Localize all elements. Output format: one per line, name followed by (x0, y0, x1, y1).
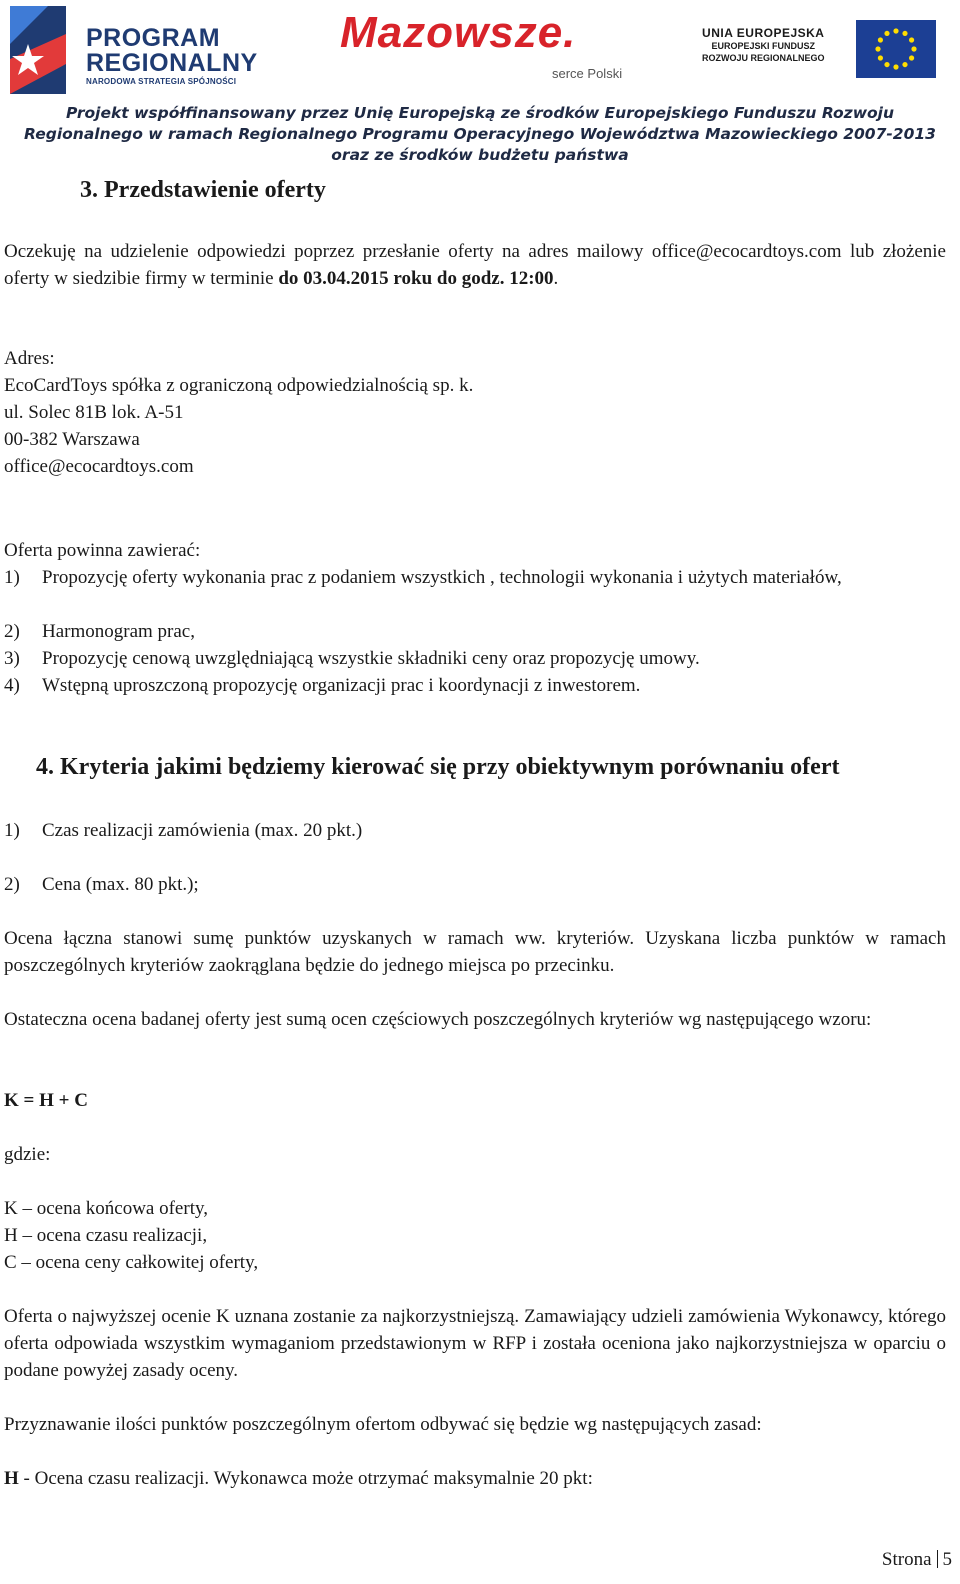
eu-star (884, 31, 889, 36)
eu-line2: EUROPEJSKI FUNDUSZ (711, 41, 816, 51)
list-item-text: Cena (max. 80 pkt.); (42, 874, 199, 895)
cofinancing-line2: Regionalnego w ramach Regionalnego Programu Operacyjnego Województwa Mazowieckiego 2007-2013 (24, 125, 936, 143)
formula: K = H + C (4, 1090, 88, 1111)
address-street: ul. Solec 81B lok. A-51 (4, 402, 184, 423)
address-block (4, 345, 946, 480)
h-description: - Ocena czasu realizacji. Wykonawca może otrzymać maksymalnie 20 pkt: (18, 1468, 593, 1489)
list-item (4, 817, 946, 844)
program-line1: PROGRAM (86, 24, 221, 52)
list-item-text: Propozycję oferty wykonania prac z podaniem wszystkich , technologii wykonania i użytych materiałów, (42, 567, 842, 588)
list-item (4, 564, 946, 591)
address-company: EcoCardToys spółka z ograniczoną odpowiedzialnością sp. k. (4, 375, 474, 396)
list-item (4, 618, 946, 645)
cofinancing-line1: Projekt współfinansowany przez Unię Europejską ze środków Europejskiego Funduszu Rozwoju (65, 104, 895, 122)
address-email: office@ecocardtoys.com (4, 456, 194, 477)
list-item-text: Wstępną uproszczoną propozycję organizacji prac i koordynacji z inwestorem. (42, 675, 641, 696)
list-item-text: Harmonogram prac, (42, 621, 195, 642)
eu-star (893, 28, 898, 33)
eu-line1: UNIA EUROPEJSKA (702, 26, 825, 40)
eu-star (902, 62, 907, 67)
eu-star (911, 46, 916, 51)
list-item-number: 4) (4, 675, 20, 696)
cofinancing-line3: oraz ze środków budżetu państwa (331, 146, 629, 164)
program-line2: REGIONALNY (86, 49, 258, 77)
paragraph: Oferta o najwyższej ocenie K uznana zostanie za najkorzystniejszą. Zamawiający udzieli zamówienia Wykonawcy, którego oferta odpowiada wszystkim wymaganiom przedstawionym w RFP i została oceniona jako najkorzystniejsza w oparciu o podane powyżej zasady oceny. (4, 1306, 946, 1381)
intro-end: . (553, 268, 559, 289)
definition-k: K – ocena końcowa oferty, (4, 1198, 208, 1219)
eu-flag-icon (856, 20, 936, 78)
intro-text: Oczekuję na udzielenie odpowiedzi poprzez przesłanie oferty na adres mailowy office@ecocardtoys.com lub złożenie oferty w siedzibie firmy w terminie (4, 241, 946, 289)
eu-star (909, 37, 914, 42)
definition-h: H – ocena czasu realizacji, (4, 1225, 208, 1246)
section3-heading: 3. Przedstawienie oferty (80, 177, 326, 203)
eu-star (884, 62, 889, 67)
paragraph: Ostateczna ocena badanej oferty jest sumą ocen częściowych poszczególnych kryteriów wg następującego wzoru: (4, 1009, 872, 1030)
program-line3: NARODOWA STRATEGIA SPÓJNOŚCI (86, 77, 237, 86)
where-label: gdzie: (4, 1144, 51, 1165)
mazowsze-logo (340, 8, 650, 93)
list-item-number: 3) (4, 648, 20, 669)
mazowsze-title: Mazowsze. (340, 8, 577, 57)
footer-separator (937, 1550, 938, 1568)
program-regionalny-logo (8, 4, 298, 96)
section4-heading: 4. Kryteria jakimi będziemy kierować się przy obiektywnym porównaniu ofert (36, 754, 840, 780)
h-letter: H (4, 1468, 19, 1489)
offer-intro: Oferta powinna zawierać: (4, 540, 201, 561)
list-item (4, 871, 946, 898)
eu-star (893, 64, 898, 69)
list-item-number: 2) (4, 621, 20, 642)
list-item-text: Czas realizacji zamówienia (max. 20 pkt.) (42, 820, 363, 841)
definitions (4, 1195, 946, 1276)
list-item (4, 645, 946, 672)
paragraph: Ocena łączna stanowi sumę punktów uzyskanych w ramach ww. kryteriów. Uzyskana liczba punktów w ramach poszczególnych kryteriów zaokrąglana będzie do jednego miejsca po przecinku. (4, 928, 946, 976)
definition-c: C – ocena ceny całkowitej oferty, (4, 1252, 259, 1273)
eu-star (878, 55, 883, 60)
paragraph (4, 1465, 946, 1492)
eu-logo (690, 14, 950, 84)
list-item-number: 2) (4, 874, 20, 895)
page-number: 5 (942, 1549, 952, 1570)
list-item-number: 1) (4, 820, 20, 841)
page-footer (882, 1546, 952, 1573)
eu-star (878, 37, 883, 42)
mazowsze-subtitle: serce Polski (552, 66, 623, 81)
eu-star (902, 31, 907, 36)
intro-deadline: do 03.04.2015 roku do godz. 12:00 (278, 268, 554, 289)
address-city: 00-382 Warszawa (4, 429, 140, 450)
paragraph: Przyznawanie ilości punktów poszczególnym ofertom odbywać się będzie wg następujących zasad: (4, 1414, 762, 1435)
address-label: Adres: (4, 348, 55, 369)
program-regionalny-flag-icon (8, 4, 78, 96)
header-logos (0, 0, 960, 100)
eu-line3: ROZWOJU REGIONALNEGO (702, 53, 825, 63)
list-item-text: Propozycję cenową uwzględniającą wszystkie składniki ceny oraz propozycję umowy. (42, 648, 700, 669)
cofinancing-note (0, 103, 960, 166)
eu-star (875, 46, 880, 51)
section3-intro (4, 238, 946, 292)
eu-star (909, 55, 914, 60)
list-item-number: 1) (4, 567, 20, 588)
page-label: Strona (881, 1549, 932, 1570)
list-item (4, 672, 946, 699)
